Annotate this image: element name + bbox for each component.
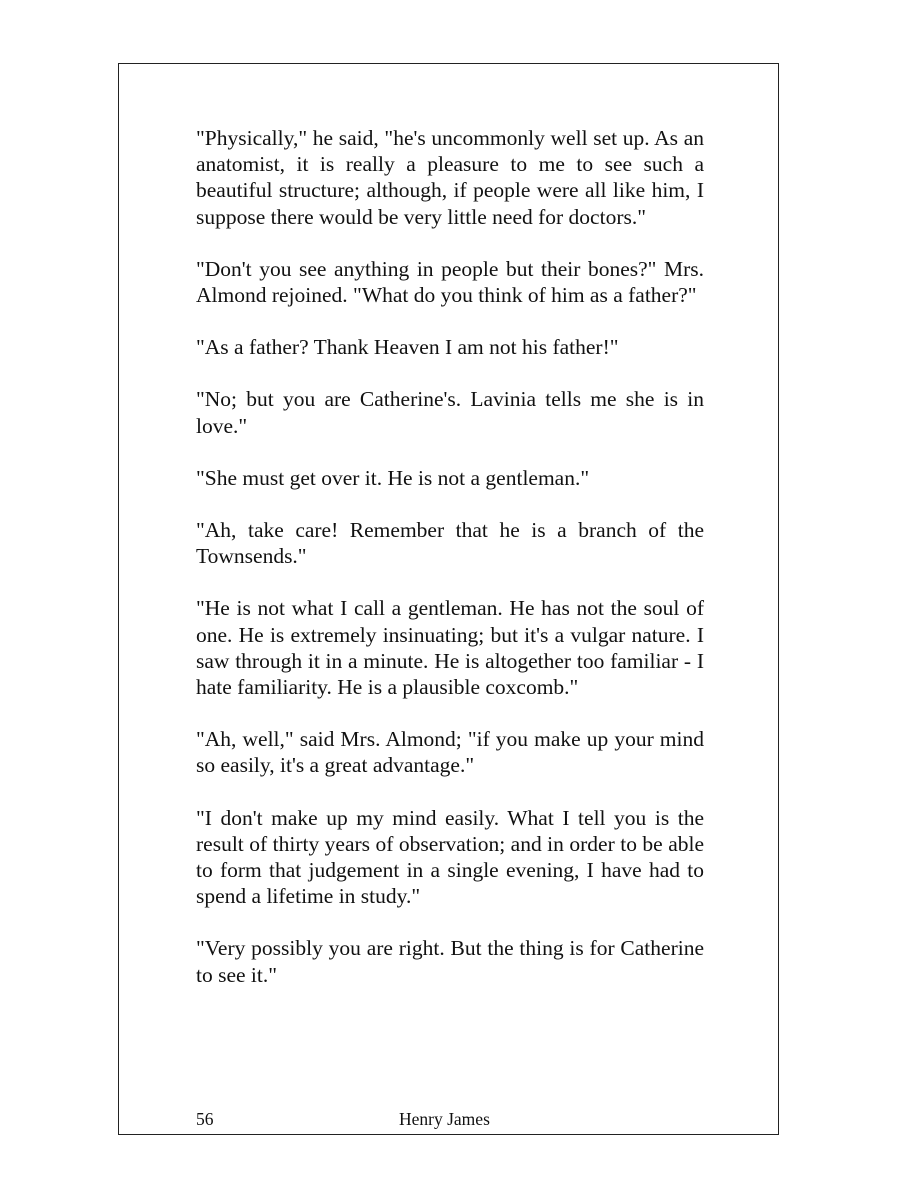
paragraph: "I don't make up my mind easily. What I tell you is the result of thirty years of observation; and in order to be able to form that judgement in a single evening, I have had to spend a lifetime in study." — [196, 805, 704, 909]
paragraph: "Very possibly you are right. But the thing is for Catherine to see it." — [196, 936, 704, 987]
page-number: 56 — [196, 1109, 214, 1129]
paragraph: "She must get over it. He is not a gentleman." — [196, 465, 590, 490]
running-footer-author: Henry James — [399, 1109, 490, 1129]
paragraph: "Don't you see anything in people but their bones?" Mrs. Almond rejoined. "What do you think of him as a father?" — [196, 256, 704, 308]
body-text — [196, 125, 704, 1014]
paragraph: "He is not what I call a gentleman. He has not the soul of one. He is extremely insinuating; but it's a vulgar nature. I saw through it in a minute. He is altogether too familiar - I hate familiarity. He is a plausible coxcomb." — [196, 596, 704, 700]
paragraph: "No; but you are Catherine's. Lavinia tells me she is in love." — [196, 387, 704, 438]
paragraph: "Physically," he said, "he's uncommonly well set up. As an anatomist, it is really a pleasure to me to see such a beautiful structure; although, if people were all like him, I suppose there would be very little need for doctors." — [196, 126, 704, 229]
paragraph: "Ah, well," said Mrs. Almond; "if you make up your mind so easily, it's a great advantage." — [196, 727, 704, 778]
page-footer — [196, 1106, 704, 1132]
paragraph: "Ah, take care! Remember that he is a branch of the Townsends." — [196, 518, 704, 569]
paragraph: "As a father? Thank Heaven I am not his father!" — [196, 335, 619, 360]
